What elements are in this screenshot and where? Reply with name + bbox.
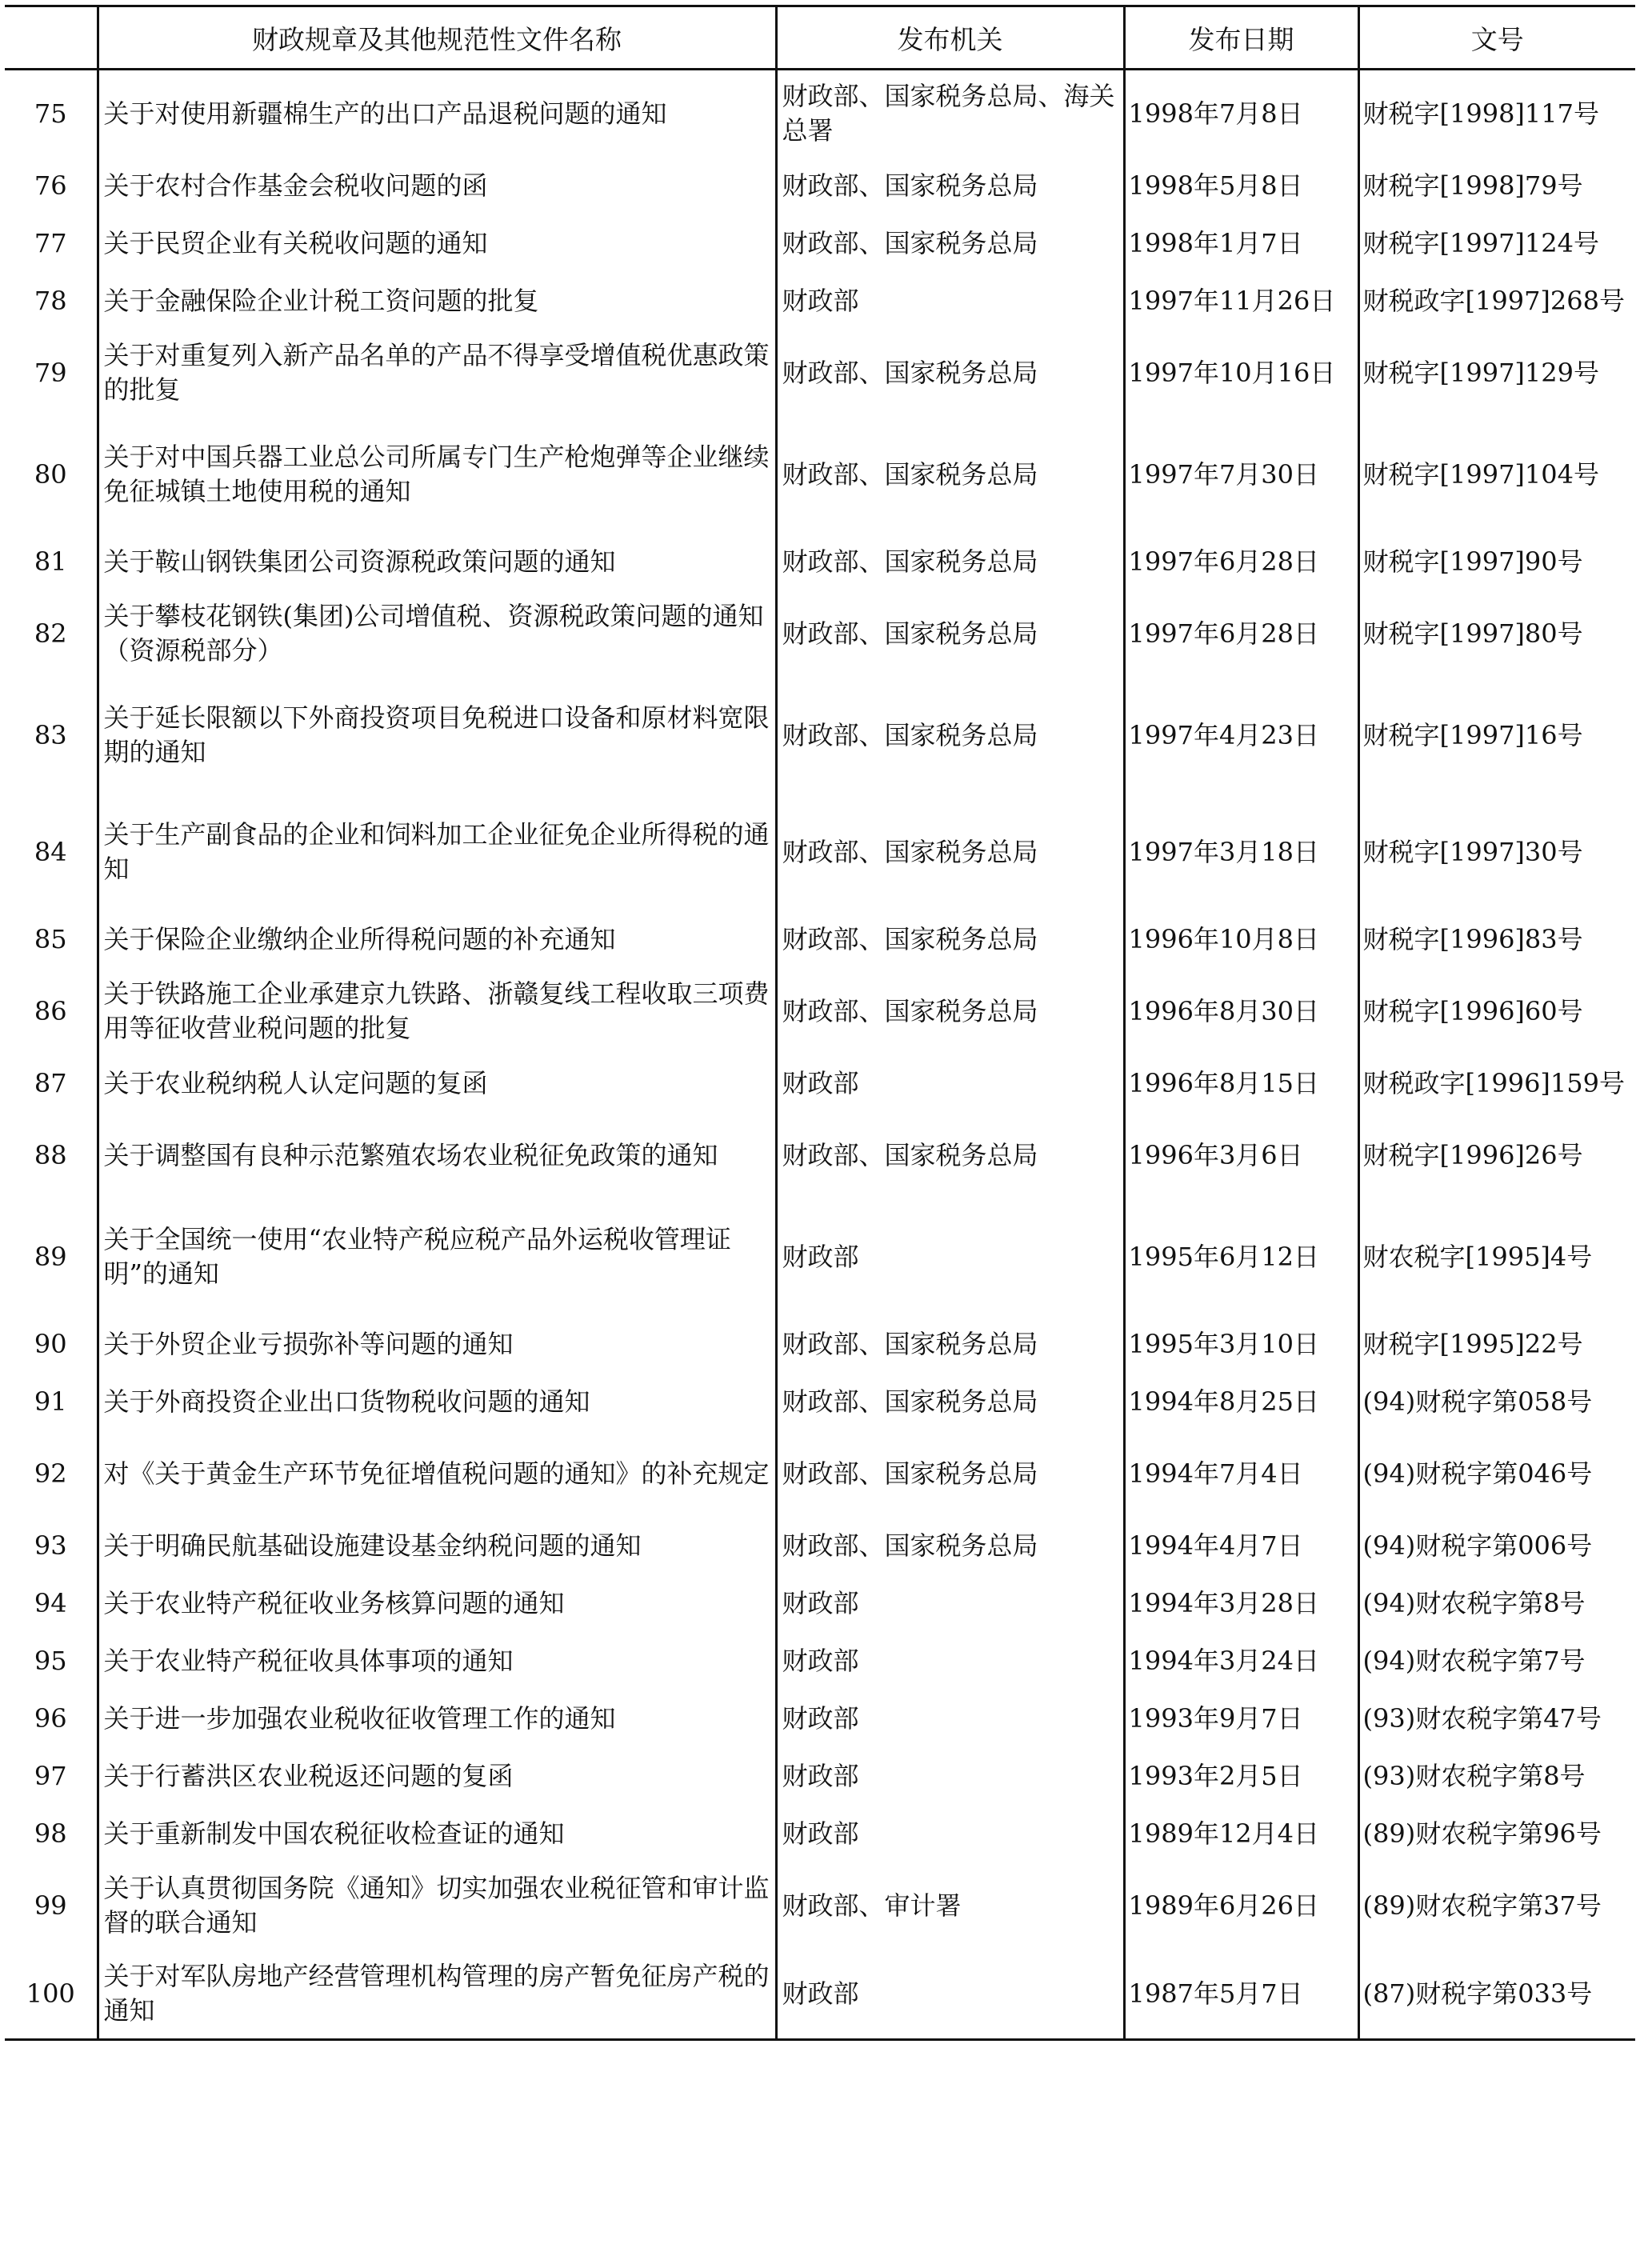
row-date: 1987年5月7日 (1124, 1949, 1358, 2040)
row-title: 关于鞍山钢铁集团公司资源税政策问题的通知 (98, 533, 776, 590)
row-number: 85 (5, 910, 98, 968)
row-number: 80 (5, 416, 98, 533)
row-number: 83 (5, 677, 98, 794)
row-number: 81 (5, 533, 98, 590)
row-title: 关于对重复列入新产品名单的产品不得享受增值税优惠政策的批复 (98, 330, 776, 416)
row-title: 关于保险企业缴纳企业所得税问题的补充通知 (98, 910, 776, 968)
row-document-number: 财税字[1997]30号 (1358, 794, 1635, 910)
row-document-number: 财税字[1996]83号 (1358, 910, 1635, 968)
table-row (5, 1632, 1635, 1690)
row-document-number: 财税字[1997]80号 (1358, 590, 1635, 677)
row-issuer: 财政部、国家税务总局 (776, 1373, 1124, 1430)
row-title: 关于农业税纳税人认定问题的复函 (98, 1054, 776, 1112)
row-document-number: 财税字[1997]129号 (1358, 330, 1635, 416)
row-number: 79 (5, 330, 98, 416)
row-number: 88 (5, 1112, 98, 1198)
row-date: 1989年12月4日 (1124, 1805, 1358, 1862)
table-row (5, 330, 1635, 416)
table-row (5, 1747, 1635, 1805)
row-issuer: 财政部、国家税务总局 (776, 794, 1124, 910)
table-row (5, 1862, 1635, 1949)
row-number: 84 (5, 794, 98, 910)
table-row (5, 214, 1635, 272)
row-document-number: 财税字[1997]90号 (1358, 533, 1635, 590)
row-number: 94 (5, 1574, 98, 1632)
row-issuer: 财政部、国家税务总局 (776, 416, 1124, 533)
row-issuer: 财政部、国家税务总局 (776, 1112, 1124, 1198)
header-title: 财政规章及其他规范性文件名称 (98, 6, 776, 70)
row-date: 1994年7月4日 (1124, 1430, 1358, 1517)
row-document-number: (87)财税字第033号 (1358, 1949, 1635, 2040)
table-row (5, 1198, 1635, 1315)
row-document-number: 财税政字[1997]268号 (1358, 272, 1635, 330)
table-row (5, 1112, 1635, 1198)
table-row (5, 1430, 1635, 1517)
row-date: 1994年3月24日 (1124, 1632, 1358, 1690)
row-number: 78 (5, 272, 98, 330)
row-document-number: 财税字[1997]104号 (1358, 416, 1635, 533)
row-title: 关于对中国兵器工业总公司所属专门生产枪炮弹等企业继续免征城镇土地使用税的通知 (98, 416, 776, 533)
row-title: 关于民贸企业有关税收问题的通知 (98, 214, 776, 272)
row-number: 89 (5, 1198, 98, 1315)
row-number: 87 (5, 1054, 98, 1112)
header-document-number: 文号 (1358, 6, 1635, 70)
row-issuer: 财政部 (776, 272, 1124, 330)
table-row (5, 157, 1635, 214)
table-row (5, 1949, 1635, 2040)
row-date: 1998年5月8日 (1124, 157, 1358, 214)
table-row (5, 1690, 1635, 1747)
row-date: 1997年6月28日 (1124, 533, 1358, 590)
table-row (5, 794, 1635, 910)
row-issuer: 财政部、审计署 (776, 1862, 1124, 1949)
row-issuer: 财政部、国家税务总局 (776, 214, 1124, 272)
row-title: 关于外商投资企业出口货物税收问题的通知 (98, 1373, 776, 1430)
row-date: 1998年1月7日 (1124, 214, 1358, 272)
row-title: 关于认真贯彻国务院《通知》切实加强农业税征管和审计监督的联合通知 (98, 1862, 776, 1949)
row-document-number: 财税字[1997]16号 (1358, 677, 1635, 794)
table-row (5, 416, 1635, 533)
row-issuer: 财政部、国家税务总局 (776, 1430, 1124, 1517)
row-number: 77 (5, 214, 98, 272)
row-title: 关于对使用新疆棉生产的出口产品退税问题的通知 (98, 70, 776, 158)
row-issuer: 财政部、国家税务总局 (776, 910, 1124, 968)
row-issuer: 财政部、国家税务总局 (776, 533, 1124, 590)
row-date: 1993年2月5日 (1124, 1747, 1358, 1805)
row-document-number: (89)财农税字第96号 (1358, 1805, 1635, 1862)
row-title: 关于延长限额以下外商投资项目免税进口设备和原材料宽限期的通知 (98, 677, 776, 794)
table-row (5, 590, 1635, 677)
row-issuer: 财政部、国家税务总局、海关总署 (776, 70, 1124, 158)
row-date: 1996年8月15日 (1124, 1054, 1358, 1112)
header-date: 发布日期 (1124, 6, 1358, 70)
row-number: 97 (5, 1747, 98, 1805)
row-date: 1994年4月7日 (1124, 1517, 1358, 1574)
row-document-number: 财税字[1998]79号 (1358, 157, 1635, 214)
table-row (5, 1315, 1635, 1373)
row-date: 1996年3月6日 (1124, 1112, 1358, 1198)
row-date: 1995年3月10日 (1124, 1315, 1358, 1373)
row-issuer: 财政部、国家税务总局 (776, 330, 1124, 416)
row-date: 1989年6月26日 (1124, 1862, 1358, 1949)
row-title: 关于农村合作基金会税收问题的函 (98, 157, 776, 214)
row-title: 关于农业特产税征收业务核算问题的通知 (98, 1574, 776, 1632)
row-title: 关于金融保险企业计税工资问题的批复 (98, 272, 776, 330)
row-issuer: 财政部 (776, 1198, 1124, 1315)
table-row (5, 1517, 1635, 1574)
row-title: 关于外贸企业亏损弥补等问题的通知 (98, 1315, 776, 1373)
row-title: 关于进一步加强农业税收征收管理工作的通知 (98, 1690, 776, 1747)
row-date: 1997年6月28日 (1124, 590, 1358, 677)
table-row (5, 910, 1635, 968)
row-document-number: (94)财税字第058号 (1358, 1373, 1635, 1430)
row-number: 92 (5, 1430, 98, 1517)
row-issuer: 财政部 (776, 1632, 1124, 1690)
row-number: 91 (5, 1373, 98, 1430)
table-row (5, 677, 1635, 794)
row-date: 1993年9月7日 (1124, 1690, 1358, 1747)
row-title: 关于生产副食品的企业和饲料加工企业征免企业所得税的通知 (98, 794, 776, 910)
row-document-number: 财税字[1996]60号 (1358, 968, 1635, 1054)
row-document-number: 财税政字[1996]159号 (1358, 1054, 1635, 1112)
row-document-number: 财税字[1995]22号 (1358, 1315, 1635, 1373)
row-title: 关于重新制发中国农税征收检查证的通知 (98, 1805, 776, 1862)
row-issuer: 财政部 (776, 1054, 1124, 1112)
row-number: 96 (5, 1690, 98, 1747)
row-issuer: 财政部、国家税务总局 (776, 1517, 1124, 1574)
row-title: 对《关于黄金生产环节免征增值税问题的通知》的补充规定 (98, 1430, 776, 1517)
table-row (5, 1054, 1635, 1112)
row-document-number: 财税字[1998]117号 (1358, 70, 1635, 158)
row-document-number: (94)财税字第006号 (1358, 1517, 1635, 1574)
table-row (5, 70, 1635, 158)
table-row (5, 1373, 1635, 1430)
row-document-number: 财税字[1996]26号 (1358, 1112, 1635, 1198)
row-issuer: 财政部 (776, 1747, 1124, 1805)
row-title: 关于铁路施工企业承建京九铁路、浙赣复线工程收取三项费用等征收营业税问题的批复 (98, 968, 776, 1054)
row-issuer: 财政部 (776, 1949, 1124, 2040)
row-issuer: 财政部、国家税务总局 (776, 590, 1124, 677)
row-number: 86 (5, 968, 98, 1054)
row-document-number: (94)财农税字第8号 (1358, 1574, 1635, 1632)
row-issuer: 财政部、国家税务总局 (776, 677, 1124, 794)
row-title: 关于对军队房地产经营管理机构管理的房产暂免征房产税的通知 (98, 1949, 776, 2040)
row-issuer: 财政部、国家税务总局 (776, 1315, 1124, 1373)
table-row (5, 272, 1635, 330)
row-issuer: 财政部 (776, 1574, 1124, 1632)
row-number: 76 (5, 157, 98, 214)
row-number: 98 (5, 1805, 98, 1862)
row-date: 1997年3月18日 (1124, 794, 1358, 910)
header-number (5, 6, 98, 70)
row-date: 1995年6月12日 (1124, 1198, 1358, 1315)
row-issuer: 财政部、国家税务总局 (776, 157, 1124, 214)
row-document-number: (93)财农税字第8号 (1358, 1747, 1635, 1805)
row-document-number: (89)财农税字第37号 (1358, 1862, 1635, 1949)
row-document-number: (94)财税字第046号 (1358, 1430, 1635, 1517)
row-title: 关于明确民航基础设施建设基金纳税问题的通知 (98, 1517, 776, 1574)
row-document-number: (93)财农税字第47号 (1358, 1690, 1635, 1747)
row-number: 82 (5, 590, 98, 677)
row-issuer: 财政部、国家税务总局 (776, 968, 1124, 1054)
row-number: 99 (5, 1862, 98, 1949)
row-title: 关于农业特产税征收具体事项的通知 (98, 1632, 776, 1690)
header-issuer: 发布机关 (776, 6, 1124, 70)
row-date: 1994年3月28日 (1124, 1574, 1358, 1632)
row-date: 1996年10月8日 (1124, 910, 1358, 968)
row-date: 1997年10月16日 (1124, 330, 1358, 416)
row-number: 90 (5, 1315, 98, 1373)
row-date: 1997年7月30日 (1124, 416, 1358, 533)
row-date: 1996年8月30日 (1124, 968, 1358, 1054)
table-row (5, 533, 1635, 590)
row-document-number: (94)财农税字第7号 (1358, 1632, 1635, 1690)
row-title: 关于行蓄洪区农业税返还问题的复函 (98, 1747, 776, 1805)
regulations-table (5, 5, 1635, 2041)
table-row (5, 1574, 1635, 1632)
row-document-number: 财农税字[1995]4号 (1358, 1198, 1635, 1315)
row-date: 1998年7月8日 (1124, 70, 1358, 158)
row-document-number: 财税字[1997]124号 (1358, 214, 1635, 272)
row-date: 1997年4月23日 (1124, 677, 1358, 794)
row-number: 100 (5, 1949, 98, 2040)
row-title: 关于调整国有良种示范繁殖农场农业税征免政策的通知 (98, 1112, 776, 1198)
table-row (5, 968, 1635, 1054)
row-issuer: 财政部 (776, 1690, 1124, 1747)
table-row (5, 1805, 1635, 1862)
row-title: 关于全国统一使用“农业特产税应税产品外运税收管理证明”的通知 (98, 1198, 776, 1315)
row-issuer: 财政部 (776, 1805, 1124, 1862)
row-date: 1994年8月25日 (1124, 1373, 1358, 1430)
row-title: 关于攀枝花钢铁(集团)公司增值税、资源税政策问题的通知 （资源税部分） (98, 590, 776, 677)
table-header-row (5, 6, 1635, 70)
row-number: 95 (5, 1632, 98, 1690)
row-date: 1997年11月26日 (1124, 272, 1358, 330)
row-number: 93 (5, 1517, 98, 1574)
row-number: 75 (5, 70, 98, 158)
